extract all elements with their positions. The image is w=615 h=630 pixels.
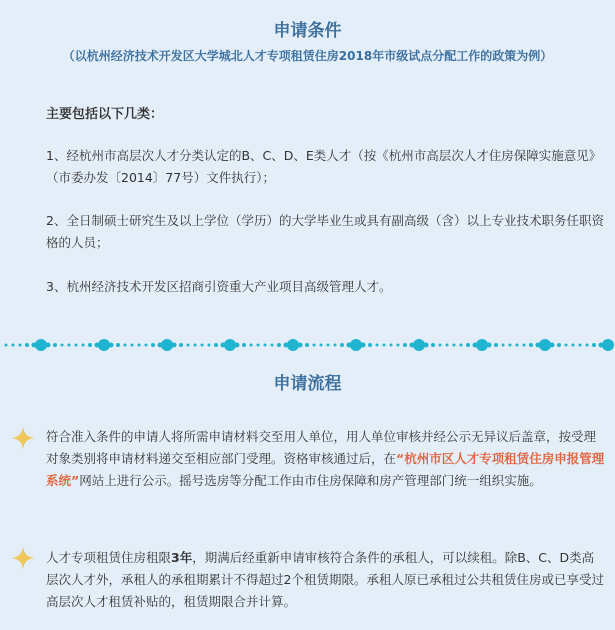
divider-dot — [298, 343, 303, 348]
divider-dot — [334, 344, 337, 347]
divider-dot — [565, 344, 568, 347]
divider-dot — [208, 344, 211, 347]
divider-dot — [138, 344, 141, 347]
divider-dot — [579, 344, 582, 347]
conditions-subtitle: （以杭州经济技术开发区大学城北人才专项租赁住房2018年市级试点分配工作的政策为例） — [62, 49, 553, 63]
divider-dot — [383, 344, 386, 347]
divider-dot — [264, 344, 267, 347]
divider-dot — [592, 343, 596, 347]
divider-dot — [446, 344, 449, 347]
divider-dot — [61, 344, 64, 347]
divider-dot — [145, 344, 148, 347]
divider-dot — [424, 343, 429, 348]
divider-dot — [376, 344, 379, 347]
divider-dot — [557, 343, 561, 347]
divider-dot — [431, 343, 435, 347]
divider-dot — [277, 343, 281, 347]
divider-dot — [224, 339, 236, 351]
divider-dot — [340, 343, 344, 347]
divider-dot — [586, 344, 589, 347]
process-step-2 — [46, 547, 606, 613]
divider-dot — [403, 343, 407, 347]
divider-dot — [494, 343, 498, 347]
system-name-highlight: “杭州市区人才专项租赁住房申报管理系统” — [46, 451, 605, 488]
divider-dot — [98, 339, 110, 351]
divider-dot — [124, 344, 127, 347]
divider-dot — [487, 343, 492, 348]
divider-dot — [151, 343, 155, 347]
divider-dot — [46, 343, 51, 348]
divider-dot — [361, 343, 366, 348]
divider-dot — [161, 339, 173, 351]
divider-dot — [305, 343, 309, 347]
divider-dot — [257, 344, 260, 347]
divider-dot — [19, 344, 22, 347]
divider-dot — [250, 344, 253, 347]
divider-dot — [516, 344, 519, 347]
divider-dot — [327, 344, 330, 347]
divider-dot — [271, 344, 274, 347]
divider-dot — [476, 339, 488, 351]
divider-dot — [397, 344, 400, 347]
divider-dot — [320, 344, 323, 347]
process-step-1-text: 符合准入条件的申请人将所需申请材料交至用人单位，用人单位审核并经公示无异议后盖章，按受理对象类别将申请材料递交至相应部门受理。资格审核通过后，在 — [46, 429, 597, 466]
divider-dot — [313, 344, 316, 347]
lease-term-bold: 3年 — [171, 550, 193, 565]
process-step-2-text-end: ，期满后经重新申请审核符合条件的承租人，可以续租。除B、C、D类高层次人才外，承租人的承租期累计不得超过2个租赁期限。承租人原已承租过公共租赁住房或已享受过高层次人才租赁补贴的，租赁期限合并计算。 — [46, 550, 604, 609]
divider-dot — [242, 343, 246, 347]
divider-dot — [214, 343, 218, 347]
divider-dot — [25, 343, 29, 347]
divider-dot — [109, 343, 114, 348]
divider-dot — [5, 344, 8, 347]
divider-dot — [539, 339, 551, 351]
process-step-2-text: 人才专项租赁住房租限 — [46, 550, 172, 565]
divider-dot — [12, 344, 15, 347]
star-bullet-icon — [10, 545, 36, 571]
divider-dot — [35, 339, 47, 351]
divider-dot — [572, 344, 575, 347]
divider-dot — [529, 343, 533, 347]
divider-dot — [194, 344, 197, 347]
divider-dot — [602, 339, 614, 351]
divider-dot — [368, 343, 372, 347]
divider-dot — [75, 344, 78, 347]
dotted-divider — [0, 335, 615, 355]
conditions-intro: 主要包括以下几类： — [46, 107, 164, 122]
divider-dot — [88, 343, 92, 347]
divider-dot — [466, 343, 470, 347]
divider-dot — [453, 344, 456, 347]
divider-dot — [201, 344, 204, 347]
condition-item-2: 2、全日制硕士研究生及以上学位（学历）的大学毕业生或具有副高级（含）以上专业技术职务任职资格的人员； — [46, 213, 604, 250]
process-title: 申请流程 — [273, 374, 342, 394]
divider-dot — [439, 344, 442, 347]
divider-dot — [131, 344, 134, 347]
divider-dot — [82, 344, 85, 347]
star-bullet-icon — [10, 425, 36, 451]
condition-item-3: 3、杭州经济技术开发区招商引资重大产业项目高级管理人才。 — [46, 279, 392, 294]
divider-dot — [287, 339, 299, 351]
divider-dot — [53, 343, 57, 347]
process-step-1-text-end: 网站上进行公示。摇号选房等分配工作由市住房保障和房产管理部门统一组织实施。 — [79, 473, 542, 488]
divider-dot — [509, 344, 512, 347]
divider-dot — [460, 344, 463, 347]
conditions-title: 申请条件 — [273, 21, 342, 41]
divider-dot — [523, 344, 526, 347]
divider-dot — [187, 344, 190, 347]
divider-dot — [116, 343, 120, 347]
divider-dot — [350, 339, 362, 351]
divider-dot — [172, 343, 177, 348]
divider-dot — [550, 343, 555, 348]
divider-dot — [68, 344, 71, 347]
process-step-1 — [46, 426, 606, 492]
divider-dot — [390, 344, 393, 347]
condition-item-1: 1、经杭州市高层次人才分类认定的B、C、D、E类人才（按《杭州市高层次人才住房保障实施意见》（市委办发〔2014〕77号）文件执行）； — [46, 148, 602, 185]
divider-dot — [502, 344, 505, 347]
divider-dot — [413, 339, 425, 351]
divider-dot — [235, 343, 240, 348]
divider-dot — [179, 343, 183, 347]
